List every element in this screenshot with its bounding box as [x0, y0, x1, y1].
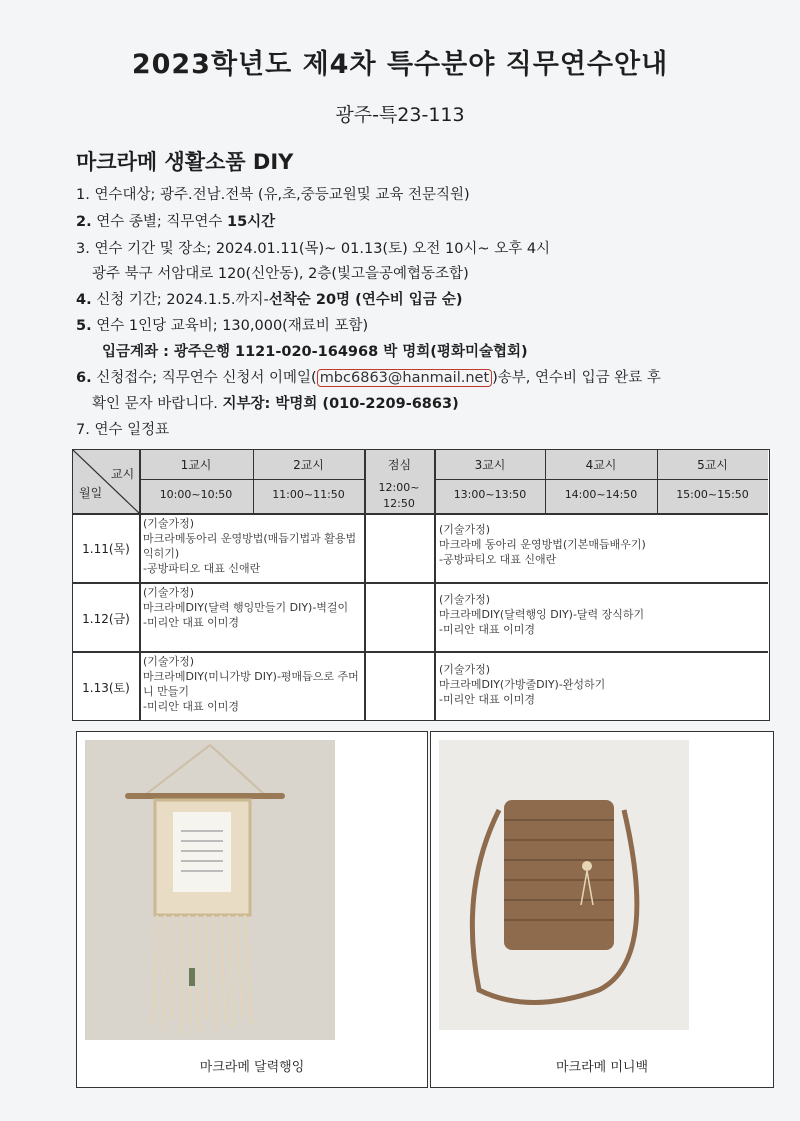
item-schedule-heading: 7. 연수 일정표 [76, 422, 170, 438]
row-2-morning: (기술가정) 마크라메DIY(달력 행잉만들기 DIY)-벽걸이 -미리안 대표 이미경 [143, 586, 349, 629]
row-1-morning: (기술가정) 마크라메동아리 운영방법(매듭기법과 활용법 익히기) -공방파티오 대표 신애란 [143, 517, 357, 575]
page-title: 2023학년도 제4차 특수분야 직무연수안내 [131, 49, 669, 80]
header-lunch-label: 점심 [387, 458, 412, 472]
caption-right: 마크라메 미니백 [555, 1060, 649, 1075]
course-subject: 마크라메 생활소품 DIY [76, 150, 294, 174]
header-period-4-time: 14:00~14:50 [564, 488, 638, 501]
header-lunch-time: 12:00~ 12:50 [378, 481, 420, 510]
photo-mini-bag [430, 731, 774, 1088]
photo-calendar-hanging [76, 731, 428, 1088]
header-period-4-label: 4교시 [585, 458, 617, 472]
schedule-grid [72, 449, 770, 721]
item-location: 광주 북구 서암대로 120(신안동), 2층(빛고을공예협동조합) [92, 266, 469, 282]
item-apply-period: 4. 신청 기간; 2024.1.5.까지-선착순 20명 (연수비 입금 순) [76, 292, 463, 308]
item-contact: 확인 문자 바랍니다. 지부장: 박명희 (010-2209-6863) [92, 396, 459, 412]
header-period-1-label: 1교시 [180, 458, 212, 472]
item-application: 6. 신청접수; 직무연수 신청서 이메일( mbc6863@hanmail.net )송부, 연수비 입금 완료 후 [76, 370, 661, 386]
row-date-3: 1.13(토) [82, 681, 130, 695]
item-target: 1. 연수대상; 광주.전남.전북 (유,초,중등교원및 교육 전문직원) [76, 187, 470, 203]
caption-left: 마크라메 달력행잉 [199, 1060, 305, 1075]
item-type: 2. 연수 종별; 직무연수 15시간 [76, 214, 276, 230]
row-date-1: 1.11(목) [82, 542, 130, 556]
macrame-calendar-image [85, 740, 335, 1040]
row-date-2: 1.12(금) [82, 612, 130, 626]
macrame-bag-image [439, 740, 689, 1030]
row-3-morning: (기술가정) 마크라메DIY(미니가방 DIY)-평매듭으로 주머니 만들기 -미리안 대표 이미경 [143, 655, 359, 713]
item-account: 입금계좌 : 광주은행 1121-020-164968 박 명희(평화미술협회) [102, 344, 528, 360]
header-period-2-label: 2교시 [293, 458, 324, 472]
row-1-afternoon: (기술가정) 마크라메 동아리 운영방법(기본매듭배우기) -공방파티오 대표 신애란 [439, 523, 646, 566]
item-period: 3. 연수 기간 및 장소; 2024.01.11(목)~ 01.13(토) 오전 10시~ 오후 4시 [76, 241, 551, 257]
header-period-5-time: 15:00~15:50 [676, 488, 749, 501]
corner-date-label: 월일 [79, 486, 103, 500]
header-period-3-label: 3교시 [474, 458, 506, 472]
header-period-1-time: 10:00~10:50 [159, 488, 233, 501]
row-2-afternoon: (기술가정) 마크라메DIY(달력행잉 DIY)-달력 장식하기 -미리안 대표 이미경 [439, 593, 645, 636]
header-period-2-time: 11:00~11:50 [272, 488, 345, 501]
document-code: 광주-특23-113 [335, 104, 465, 126]
header-period-5-label: 5교시 [697, 458, 728, 472]
corner-period-label: 교시 [111, 467, 135, 481]
header-period-3-time: 13:00~13:50 [453, 488, 527, 501]
row-3-afternoon: (기술가정) 마크라메DIY(가방줄DIY)-완성하기 -미리안 대표 이미경 [439, 663, 606, 706]
email-link[interactable]: mbc6863@hanmail.net [317, 369, 492, 387]
item-fee: 5. 연수 1인당 교육비; 130,000(재료비 포함) [76, 318, 369, 334]
